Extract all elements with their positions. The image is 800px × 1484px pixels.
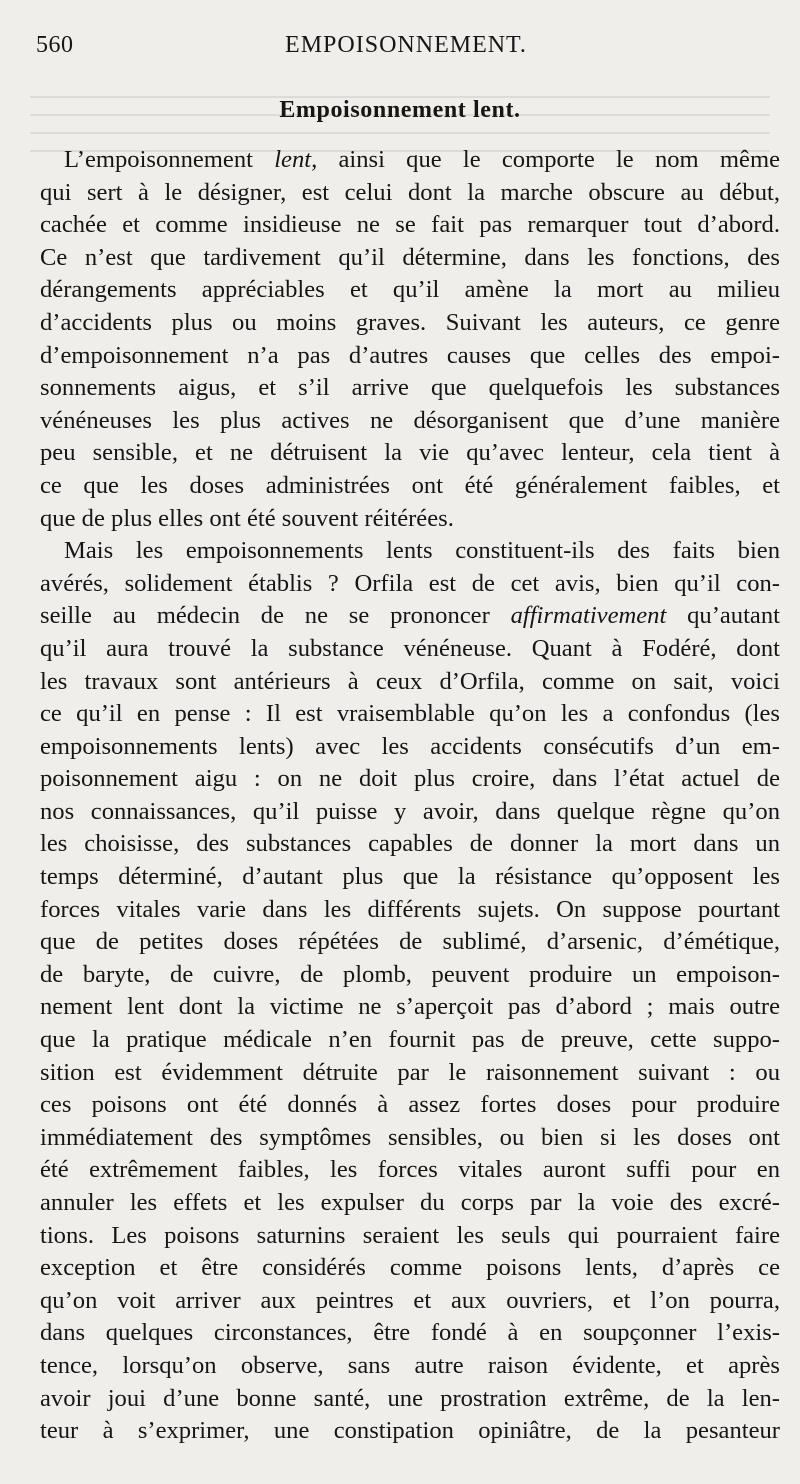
text-line	[40, 535, 780, 568]
text-line	[40, 209, 780, 242]
text-line	[40, 437, 780, 470]
text-line	[40, 894, 780, 927]
text-line	[40, 307, 780, 340]
text-line	[40, 503, 780, 536]
text-segment: forces vitales varie dans les différents sujets. On suppose pourtant	[40, 895, 780, 923]
text-line	[40, 1383, 780, 1416]
text-line	[40, 861, 780, 894]
text-segment: nement lent dont la victime ne s’aperçoit pas d’abord ; mais outre	[40, 993, 780, 1021]
text-segment: temps déterminé, d’autant plus que la résistance qu’opposent les	[40, 863, 780, 891]
text-segment: Mais les empoisonnements lents constituent-ils des faits bien	[64, 537, 780, 565]
text-line	[40, 144, 780, 177]
italic-segment: lent,	[274, 146, 318, 173]
text-segment: tions. Les poisons saturnins seraient les seuls qui pourraient faire	[40, 1221, 780, 1249]
text-segment: qui sert à le désigner, est celui dont la marche obscure au début,	[40, 178, 780, 206]
text-line	[40, 698, 780, 731]
text-line	[40, 340, 780, 373]
text-line	[40, 1122, 780, 1155]
text-segment: exception et être considérés comme poisons lents, d’après ce	[40, 1254, 780, 1282]
text-line	[40, 405, 780, 438]
text-segment: immédiatement des symptômes sensibles, ou bien si les doses ont	[40, 1123, 780, 1151]
text-segment: cachée et comme insidieuse ne se fait pas remarquer tout d’abord.	[40, 211, 780, 239]
text-line	[40, 1415, 780, 1448]
text-line	[40, 926, 780, 959]
text-segment: poisonnement aigu : on ne doit plus croire, dans l’état actuel de	[40, 765, 780, 793]
text-line	[40, 1252, 780, 1285]
text-segment: d’empoisonnement n’a pas d’autres causes que celles des empoi-	[40, 341, 780, 369]
text-line	[40, 828, 780, 861]
text-line	[40, 763, 780, 796]
running-header	[36, 32, 776, 66]
section-title: Empoisonnement lent.	[279, 97, 521, 123]
text-line	[40, 1057, 780, 1090]
text-segment: de baryte, de cuivre, de plomb, peuvent produire un empoison-	[40, 960, 780, 988]
text-segment: dérangements appréciables et qu’il amène la mort au milieu	[40, 276, 780, 304]
text-segment: les choisisse, des substances capables de donner la mort dans un	[40, 830, 780, 858]
text-segment: sition est évidemment détruite par le raisonnement suivant : ou	[40, 1058, 780, 1086]
text-segment: ce que les doses administrées ont été généralement faibles, et	[40, 471, 780, 499]
text-segment: annuler les effets et les expulser du corps par la voie des excré-	[40, 1189, 780, 1216]
text-segment: sonnements aigus, et s’il arrive que quelquefois les substances	[40, 374, 780, 402]
text-segment: peu sensible, et ne détruisent la vie qu’avec lenteur, cela tient à	[40, 439, 780, 467]
text-segment: que de plus elles ont été souvent réitérées.	[40, 504, 454, 532]
page-number: 560	[36, 32, 74, 58]
running-title: EMPOISONNEMENT.	[285, 32, 527, 58]
text-line	[40, 991, 780, 1024]
text-segment: tence, lorsqu’on observe, sans autre raison évidente, et après	[40, 1351, 780, 1379]
text-segment: d’accidents plus ou moins graves. Suivant les auteurs, ce genre	[40, 308, 780, 336]
text-segment: avoir joui d’une bonne santé, une prostration extrême, de la len-	[40, 1384, 780, 1412]
text-line	[40, 1154, 780, 1187]
text-segment: qu’autant	[666, 602, 780, 630]
text-line	[40, 666, 780, 699]
body-text	[40, 144, 780, 1448]
text-segment: que la pratique médicale n’en fournit pas de preuve, cette suppo-	[40, 1026, 780, 1054]
text-segment: les travaux sont antérieurs à ceux d’Orfila, comme on sait, voici	[40, 667, 780, 695]
text-line	[40, 731, 780, 764]
text-segment: qu’on voit arriver aux peintres et aux ouvriers, et l’on pourra,	[40, 1286, 780, 1314]
text-segment: été extrêmement faibles, les forces vitales auront suffi pour en	[40, 1156, 780, 1184]
text-line	[40, 372, 780, 405]
text-line	[40, 1187, 780, 1220]
italic-segment: affirmativement	[510, 602, 667, 630]
text-segment: empoisonnements lents) avec les accidents consécutifs d’un em-	[40, 732, 780, 760]
text-line	[40, 1317, 780, 1350]
text-line	[40, 796, 780, 829]
text-segment: ces poisons ont été donnés à assez fortes doses pour produire	[40, 1091, 780, 1119]
text-line	[40, 633, 780, 666]
text-segment: teur à s’exprimer, une constipation opiniâtre, de la pesanteur	[40, 1417, 780, 1445]
text-line	[40, 1220, 780, 1253]
text-line	[40, 242, 780, 275]
text-segment: avérés, solidement établis ? Orfila est de cet avis, bien qu’il con-	[40, 569, 780, 597]
text-line	[40, 1285, 780, 1318]
text-segment: vénéneuses les plus actives ne désorganisent que d’une manière	[40, 406, 780, 434]
text-segment: nos connaissances, qu’il puisse y avoir, dans quelque règne qu’on	[40, 797, 780, 825]
text-segment: ce qu’il en pense : Il est vraisemblable qu’on les a confondus (les	[40, 700, 780, 728]
text-segment: L’empoisonnement	[64, 146, 275, 173]
text-segment: ainsi que le comporte le nom même	[317, 146, 780, 173]
text-line	[40, 274, 780, 307]
text-segment: dans quelques circonstances, être fondé à en soupçonner l’exis-	[40, 1319, 780, 1347]
text-line	[40, 177, 780, 210]
text-segment: qu’il aura trouvé la substance vénéneuse. Quant à Fodéré, dont	[40, 634, 780, 662]
text-line	[40, 568, 780, 601]
text-segment: seille au médecin de ne se prononcer	[40, 602, 511, 630]
text-line	[40, 1089, 780, 1122]
text-line	[40, 959, 780, 992]
text-line	[40, 600, 780, 633]
text-line	[40, 470, 780, 503]
text-segment: Ce n’est que tardivement qu’il détermine, dans les fonctions, des	[40, 243, 780, 271]
text-line	[40, 1350, 780, 1383]
text-line	[40, 1024, 780, 1057]
text-segment: que de petites doses répétées de sublimé, d’arsenic, d’émétique,	[40, 928, 780, 956]
